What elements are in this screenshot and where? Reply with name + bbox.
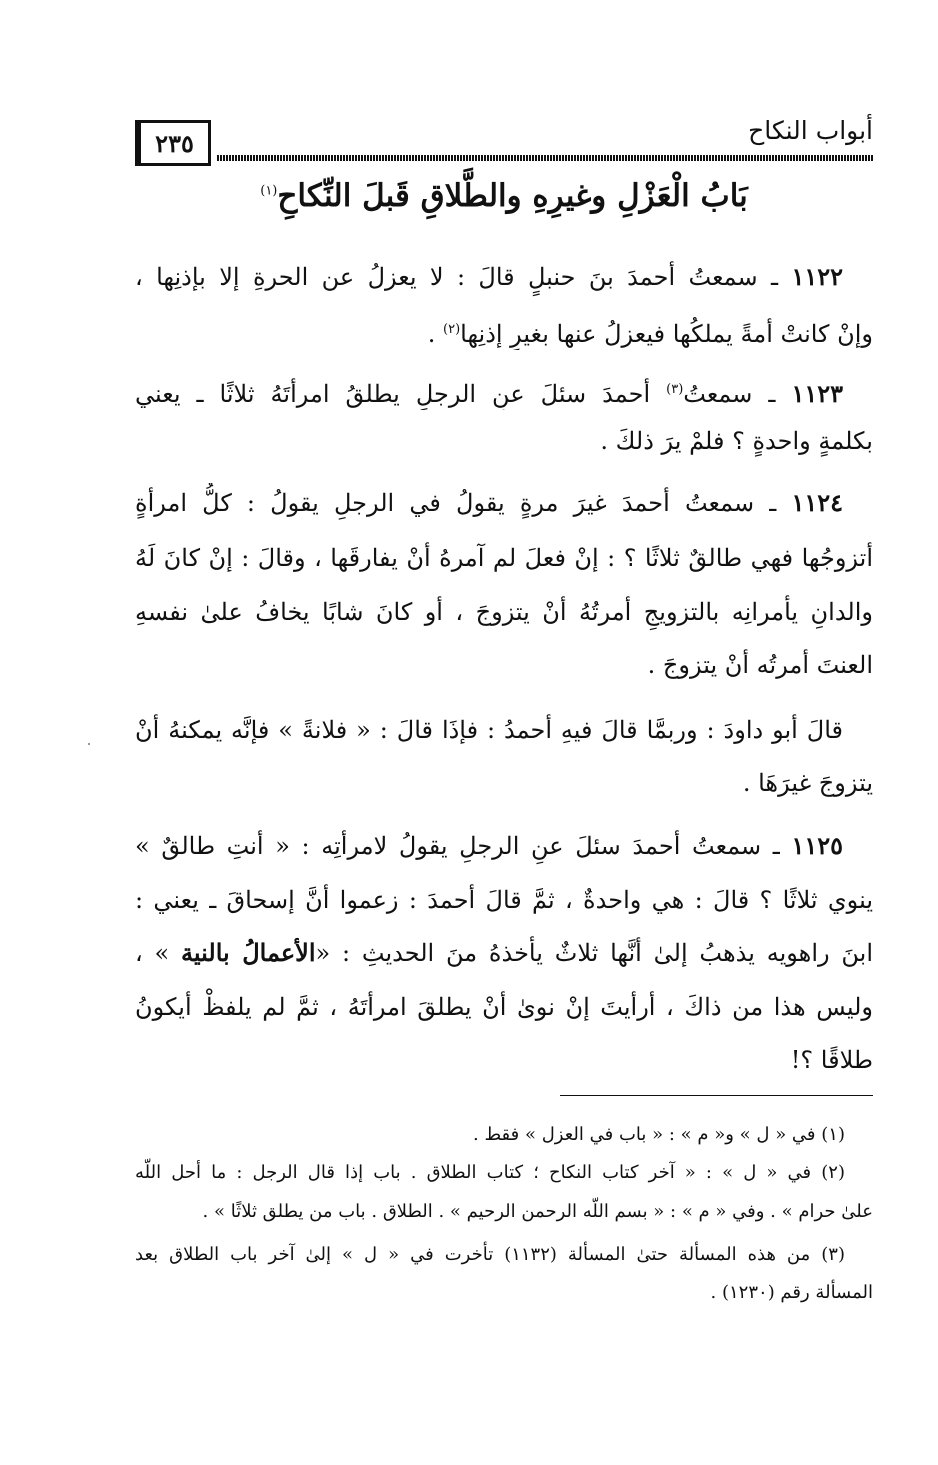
chapter-title-text: بَابُ الْعَزْلِ وغيرِهِ والطَّلاقِ قَبلَ النِّكاحِ <box>277 178 748 214</box>
footnote-rule <box>560 1095 873 1096</box>
page-number: ٢٣٥ <box>135 120 211 166</box>
text-line <box>135 710 873 750</box>
text-line <box>135 257 873 297</box>
text-line <box>135 880 873 920</box>
chapter-title <box>135 178 873 236</box>
issue-number: ١١٢٤ <box>791 488 843 517</box>
page-header <box>135 108 873 178</box>
line-text-tail: . <box>427 320 443 348</box>
text-line <box>135 645 873 685</box>
footnote-mark-2: (٢) <box>443 322 461 337</box>
footnote-3: (٣) من هذه المسألة حتىٰ المسألة (١١٣٢) تأخرت في « ل » إلىٰ آخر باب الطلاق بعد <box>135 1244 845 1265</box>
line-text: أتزوجُها فهي طالقٌ ثلاثًا ؟ : إنْ فعلَ لم آمرهُ أنْ يفارقَها ، وقالَ : إنْ كانَ لَهُ <box>135 544 873 572</box>
text-line <box>135 987 873 1027</box>
text-line <box>135 1040 873 1080</box>
text-line <box>135 483 873 523</box>
line-text: طلاقًا ؟! <box>790 1046 873 1074</box>
issue-number: ١١٢٢ <box>791 262 843 291</box>
hadith-quote: الأعمالُ بالنية <box>181 938 316 967</box>
text-line <box>135 826 873 866</box>
footnote-2: (٢) في « ل » : « آخر كتاب النكاح ؛ كتاب الطلاق . باب إذا قال الرجل : ما أحل اللّه <box>135 1162 845 1183</box>
line-text: العنتَ أمرتُه أنْ يتزوجَ . <box>647 651 873 679</box>
issue-number: ١١٢٥ <box>791 831 843 860</box>
line-text: قالَ أبو داودَ : وربمَّا قالَ فيهِ أحمدُ : فإذَا قالَ : « فلانةً » فإنَّه يمكنهُ أنْ <box>135 716 843 744</box>
scan-speck <box>88 743 90 745</box>
footnote-mark-1: (١) <box>260 183 278 199</box>
line-text: بكلمةٍ واحدةٍ ؟ فلمْ يرَ ذلكَ . <box>600 427 873 455</box>
footnote-mark-3: (٣) <box>666 382 684 397</box>
running-head: أبواب النكاح <box>748 116 873 145</box>
footnote-2-continued: علىٰ حرام » . وفي « م » : « بسم اللّه الرحمن الرحيم » . الطلاق . باب من يطلق ثلاثًا » . <box>202 1201 873 1222</box>
line-text: ـ سمعتُ أحمدَ سئلَ عنِ الرجلِ يقولُ لامرأتِه : « أنتِ طالقٌ » <box>135 832 792 860</box>
line-text: ـ سمعتُ أحمدَ غيرَ مرةٍ يقولُ في الرجلِ يقولُ : كلُّ امرأةٍ <box>135 489 792 517</box>
line-text: وليس هذا من ذاكَ ، أرأيتَ إنْ نوىٰ أنْ يطلقَ امرأتَهُ ، ثمَّ لم يلفظْ أيكونُ <box>135 993 873 1021</box>
footnote-3-continued: المسألة رقم (١٢٣٠) . <box>710 1282 873 1303</box>
line-text: وإنْ كانتْ أمةً يملكُها فيعزلُ عنها بغيرِ إذنِها <box>460 320 873 348</box>
footnote-1: (١) في « ل » و« م » : « باب في العزل » فقط . <box>473 1124 845 1145</box>
line-text: ابنَ راهويه يذهبُ إلىٰ أنَّها ثلاثٌ يأخذهُ منَ الحديثِ : « <box>315 939 873 967</box>
line-text: ـ سمعتُ أحمدَ بنَ حنبلٍ قالَ : لا يعزلُ عن الحرةِ إلا بإذنِها ، <box>135 263 792 291</box>
issue-number: ١١٢٣ <box>791 379 843 408</box>
text-line <box>135 370 873 410</box>
line-text: ينوي ثلاثًا ؟ قالَ : هي واحدةٌ ، ثمَّ قالَ أحمدَ : زعموا أنَّ إسحاقَ ـ يعني : <box>135 886 873 914</box>
text-line <box>135 592 873 632</box>
text-line <box>135 421 873 461</box>
line-text: يتزوجَ غيرَهَا . <box>742 769 873 797</box>
text-line <box>135 933 873 973</box>
line-text: » ، <box>135 939 182 967</box>
line-text: ـ سمعتُ <box>683 380 792 408</box>
line-text: والدانِ يأمرانِه بالتزويجِ أمرتُهُ أنْ يتزوجَ ، أو كانَ شابًا يخافُ علىٰ نفسهِ <box>135 598 873 626</box>
header-rule <box>217 155 873 161</box>
text-line <box>135 763 873 803</box>
line-text: أحمدَ سئلَ عنِ الرجلِ يطلقُ امرأتَهُ ثلاثًا ـ يعني <box>135 380 667 408</box>
text-line <box>135 538 873 578</box>
text-line <box>135 310 873 350</box>
